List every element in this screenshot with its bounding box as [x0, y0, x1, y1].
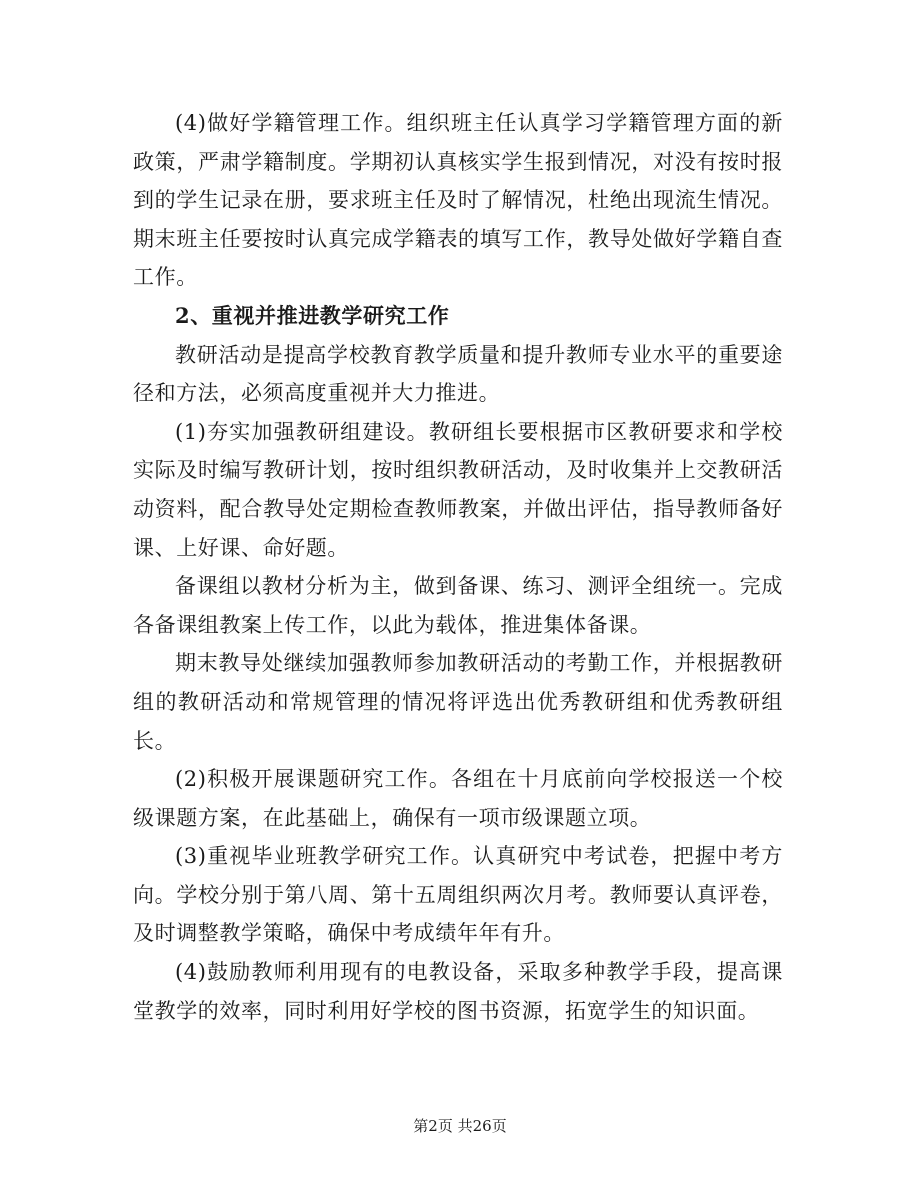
- paragraph-graduating-class: (3)重视毕业班教学研究工作。认真研究中考试卷，把握中考方向。学校分别于第八周、第十五周组织两次月考。教师要认真评卷，及时调整教学策略，确保中考成绩年年有升。: [133, 844, 783, 946]
- paragraph-projects: (2)积极开展课题研究工作。各组在十月底前向学校报送一个校级课题方案，在此基础上，确保有一项市级课题立项。: [133, 767, 783, 830]
- paragraph-research-group: (1)夯实加强教研组建设。教研组长要根据市区教研要求和学校实际及时编写教研计划，按时组织教研活动，及时收集并上交教研活动资料，配合教导处定期检查教师教案，并做出评估，指导教师备好课、上好课、命好题。: [133, 419, 783, 560]
- page-number: 第2页 共26页: [413, 1117, 507, 1135]
- document-body: [133, 104, 783, 1030]
- section-heading-teaching-research: 2、重视并推进教学研究工作: [175, 302, 450, 328]
- paragraph-teaching-tools: (4)鼓励教师利用现有的电教设备，采取多种教学手段，提高课堂教学的效率，同时利用好学校的图书资源，拓宽学生的知识面。: [133, 960, 783, 1023]
- paragraph-research-intro: 教研活动是提高学校教育教学质量和提升教师专业水平的重要途径和方法，必须高度重视并大力推进。: [133, 342, 783, 406]
- paragraph-student-records: (4)做好学籍管理工作。组织班主任认真学习学籍管理方面的新政策，严肃学籍制度。学期初认真核实学生报到情况，对没有按时报到的学生记录在册，要求班主任及时了解情况，杜绝出现流生情况。期末班主任要按时认真完成学籍表的填写工作，教导处做好学籍自查工作。: [133, 111, 783, 290]
- paragraph-lesson-prep: 备课组以教材分析为主，做到备课、练习、测评全组统一。完成各备课组教案上传工作，以此为载体，推进集体备课。: [133, 574, 783, 637]
- paragraph-attendance: 期末教导处继续加强教师参加教研活动的考勤工作，并根据教研组的教研活动和常规管理的情况将评选出优秀教研组和优秀教研组长。: [133, 651, 783, 753]
